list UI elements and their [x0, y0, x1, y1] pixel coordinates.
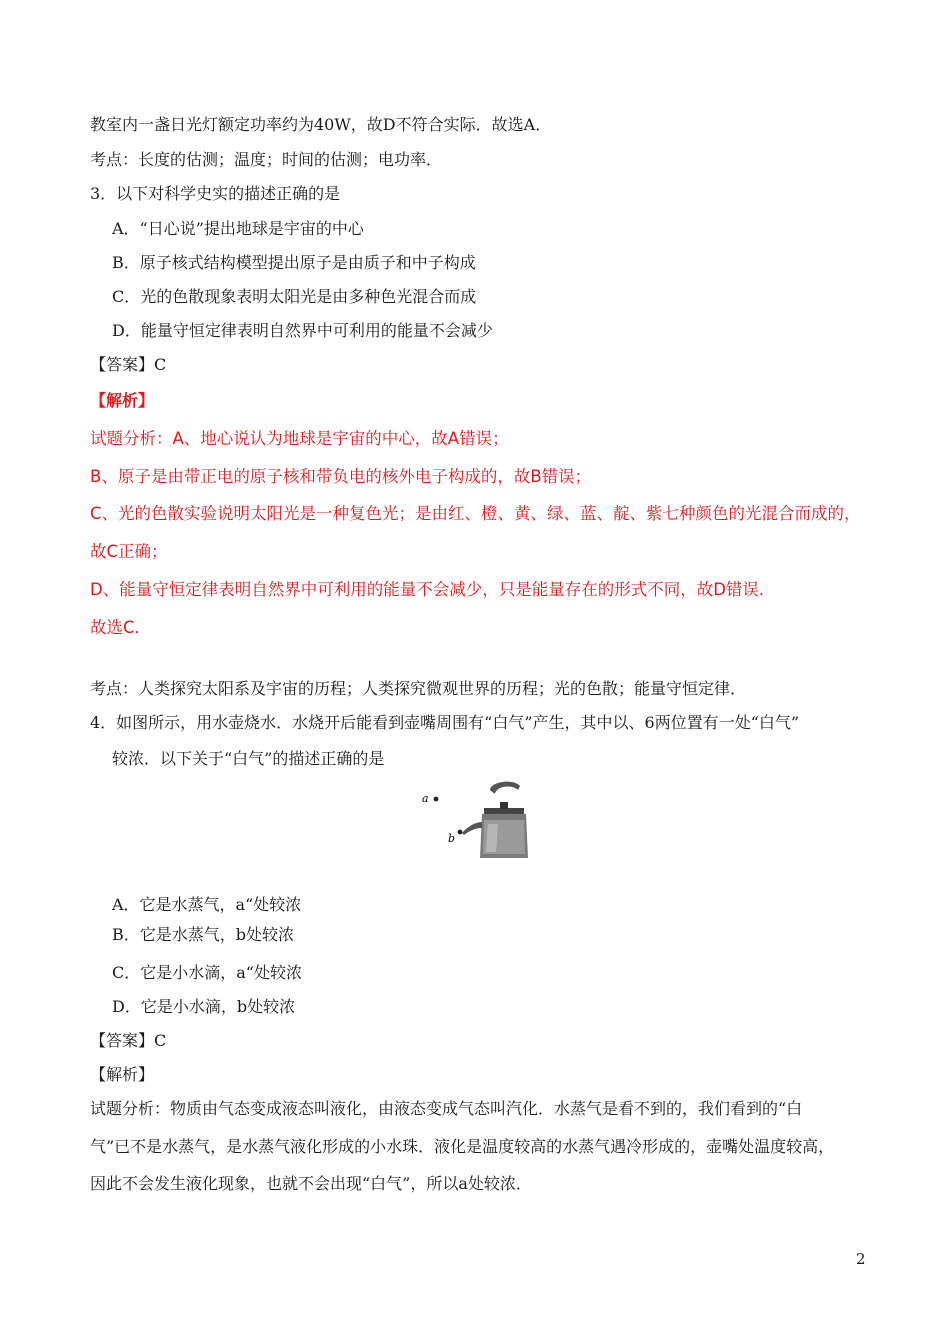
text-line: 教室内一盏日光灯额定功率约为40W，故D不符合实际．故选A． [90, 115, 552, 134]
question-4-continued: 较浓．以下关于“白气”的描述正确的是 [112, 749, 385, 768]
point-a [434, 797, 439, 802]
q3-analysis-line: 故C正确； [90, 542, 168, 561]
q3-analysis-line: 故选C． [90, 618, 152, 637]
label-b: b [448, 832, 456, 845]
q3-option-c: C．光的色散现象表明太阳光是由多种色光混合而成 [112, 287, 477, 306]
q3-kaodian: 考点：人类探究太阳系及宇宙的历程；人类探究微观世界的历程；光的色散；能量守恒定律． [90, 679, 747, 698]
page-number: 2 [856, 1250, 866, 1268]
q3-analysis-line: D、能量守恒定律表明自然界中可利用的能量不会减少，只是能量存在的形式不同，故D错误． [90, 580, 776, 599]
question-3: 3．以下对科学史实的描述正确的是 [90, 184, 341, 203]
q4-option-c: C．它是小水滴，a“处较浓 [112, 963, 302, 982]
q3-analysis-line: 试题分析：A、地心说认为地球是宇宙的中心，故A错误； [90, 429, 509, 448]
q4-option-b: B．它是水蒸气，b处较浓 [112, 925, 295, 944]
q4-analysis-line: 气”已不是水蒸气，是水蒸气液化形成的小水珠．液化是温度较高的水蒸气遇冷形成的，壶嘴处温度较高， [90, 1137, 835, 1156]
q3-option-b: B．原子核式结构模型提出原子是由质子和中子构成 [112, 253, 476, 272]
q3-option-d: D．能量守恒定律表明自然界中可利用的能量不会减少 [112, 321, 493, 340]
q4-analysis-line: 试题分析：物质由气态变成液态叫液化，由液态变成气态叫汽化．水蒸气是看不到的，我们看到的“白 [90, 1099, 803, 1118]
q3-answer: 【答案】C [90, 355, 167, 374]
q4-answer: 【答案】C [90, 1031, 167, 1050]
point-b [458, 830, 463, 835]
q4-analysis-line: 因此不会发生液化现象，也就不会出现“白气”，所以a处较浓． [90, 1174, 532, 1193]
kettle-icon [418, 780, 538, 864]
q4-analysis-heading: 【解析】 [90, 1065, 155, 1084]
q4-option-a: A．它是水蒸气，a“处较浓 [112, 895, 302, 914]
question-4: 4．如图所示，用水壶烧水．水烧开后能看到壶嘴周围有“白气”产生，其中以、6两位置有一处“白气” [90, 713, 800, 732]
kaodian-line: 考点：长度的估测；温度；时间的估测；电功率． [90, 150, 443, 169]
label-a: a [422, 792, 429, 805]
kettle-figure [418, 780, 538, 864]
q3-analysis-line: B、原子是由带正电的原子核和带负电的核外电子构成的，故B错误； [90, 467, 592, 486]
q3-option-a: A．“日心说”提出地球是宇宙的中心 [112, 219, 364, 238]
q4-option-d: D．它是小水滴，b处较浓 [112, 997, 296, 1016]
q3-analysis-heading: 【解析】 [90, 391, 155, 410]
q3-analysis-line: C、光的色散实验说明太阳光是一种复色光；是由红、橙、黄、绿、蓝、靛、紫七种颜色的光混合而成的， [90, 504, 861, 523]
